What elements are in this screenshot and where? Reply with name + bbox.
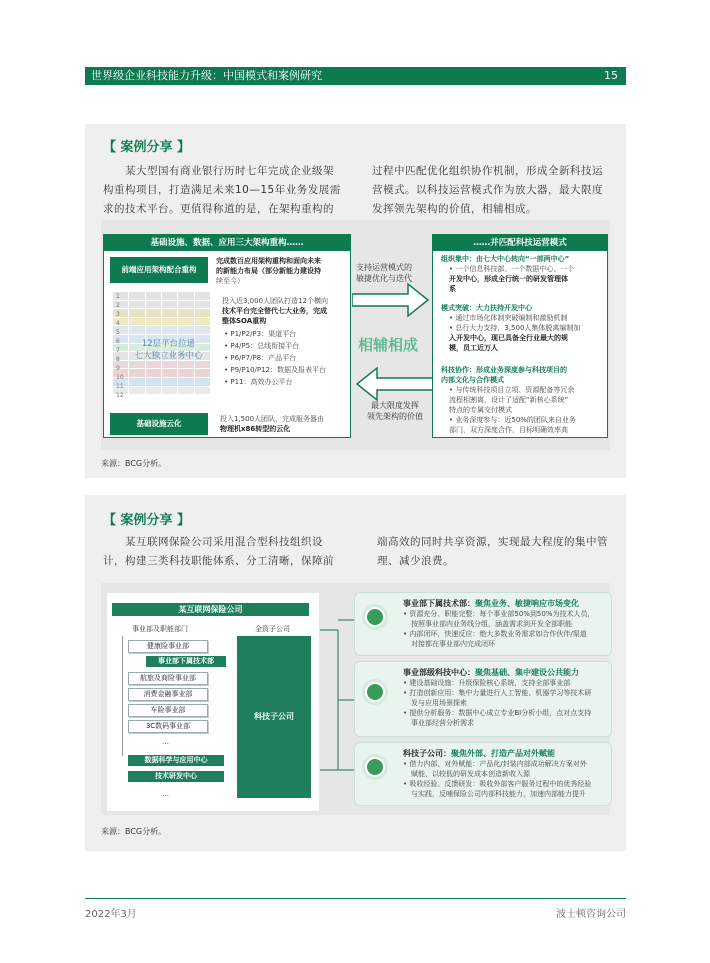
running-header: [85, 67, 626, 85]
org-unit-highlight: 数据科学与应用中心: [128, 755, 224, 766]
col-left-title: 事业部及职能部门: [132, 625, 188, 633]
org-unit-highlight: 事业部下属技术部: [146, 656, 226, 667]
case1-right-text: 过程中匹配优化组织协作机制，形成全新科技运 营模式。以科技运营模式作为放大器，最大限度 发挥领先架构的价值，相辅相成。: [372, 165, 603, 215]
label-infra-cloud: 基础设施云化: [110, 413, 208, 435]
tech-dept-head: 事业部下属技术部：聚焦业务、敏捷响应市场变化: [403, 599, 579, 608]
platform-item: • P9/P10/P12：数据及报表平台: [224, 366, 327, 374]
label-front-architecture: 前端应用架构配合重构: [110, 257, 208, 283]
org-title: 某互联网保险公司: [112, 603, 309, 616]
header-title: 世界级企业科技能力升级：中国模式和案例研究: [91, 69, 322, 82]
tech-center-card: 事业部级科技中心：聚焦基础、集中建设公共能力 • 建设基础设施：升级保险核心系统，支持全部事业部 • 打造创新应用：集中力量进行人工智能、机器学习等技术研 发与应用场景探索 • 提供分析服务：数据中心成立专业BI分析小组，点对点支持 事业部经营分析需求: [354, 661, 612, 737]
case2-left-text: 某互联网保险公司采用混合型科技组织设 计，构建三类科技职能体系、分工清晰，保障前: [103, 536, 334, 567]
front-architecture-text: 完成数百应用架构重构和面向未来 的新能力布局（部分新能力建设持 续至今）: [216, 257, 321, 285]
org-unit: 消费金融事业部: [128, 688, 208, 701]
subsidiary-card: 科技子公司：聚焦外部、打造产品对外赋能 • 借力内部、对外赋能：产品化/封装内部成功解决方案对外 赋能，以较低的研发成本创造新收入源 • 吸收经验、反馈研发：吸收外部客户服务过程中的优秀经验 与实践，反哺保险公司内部科技能力，加速内部能力提升: [354, 742, 612, 806]
footer-company: 波士顿咨询公司: [556, 909, 626, 920]
operating-model-box-title: ……并匹配科技运营模式: [433, 235, 607, 251]
platform-item: • P4/P5：总线衔接平台: [224, 342, 300, 350]
footer-rule: [85, 898, 626, 899]
op-item-3: 科技协作：形成业务深度参与科技项目的 内部文化与合作模式 • 与传统科技项目立项、资源配备等冗余 流程相割离，设计了适配“新核心系统” 特点的专属交付模式 • 业务深度参与：近50%的团队来自业务 部门，双方深度合作，目标明确效率高: [441, 366, 576, 434]
case1-left-text: 某大型国有商业银行历时七年完成企业级架 构重构项目，打造满足未来10—15年业务发展需 求的技术平台。更值得称道的是，在架构重构的: [103, 165, 341, 215]
gears-icon: [365, 757, 385, 777]
org-unit-highlight: 技术研发中心: [128, 771, 224, 782]
org-line: [122, 636, 123, 756]
tech-center-head: 事业部级科技中心：聚焦基础、集中建设公共能力: [403, 668, 579, 677]
footer-date: 2022年3月: [85, 909, 137, 920]
connector-lines: [318, 600, 358, 800]
case2-right-text: 端高效的同时共享资源，实现最大程度的集中管 理、减少浪费。: [377, 536, 608, 567]
col-right-title: 全资子公司: [255, 625, 290, 633]
subsidiary-box: 科技子公司: [237, 636, 311, 798]
case1-source: 来源：BCG分析。: [101, 459, 167, 468]
op-item-2: 模式突破：大力扶持开发中心 • 通过市场化体制突破编制和激励机制 • 总行大力支持，3,500人集体脱离编制加 入开发中心，现已具备全行业最大的规 模，员工近万人: [441, 304, 581, 352]
platform-item: • P6/P7/P8：产品平台: [224, 354, 297, 362]
op-item-1: 组织集中：由七大中心转向“一部两中心” • 一个信息科技部、一个数据中心、一个 开发中心，形成全行统一的研发管理体 系: [441, 255, 575, 293]
team-text: 投入近3,000人团队打造12个横向 技术平台完全替代七大业务，完成 整体SOA重构: [222, 297, 328, 325]
platform-list: [224, 328, 352, 388]
case2-source: 来源：BCG分析。: [101, 827, 167, 836]
flag-icon: [365, 607, 385, 627]
tech-dept-card: 事业部下属技术部：聚焦业务、敏捷响应市场变化 • 资源充分、职能完整：每个事业部50%到50%为技术人员， 按照事业部内业务线分组，涵盖需求到开发全部职能 • 内部闭环，快速反应：绝大多数业务需求如合作伙伴/渠道 对接都在事业部内完成闭环: [354, 592, 612, 656]
infra-text: 投入1,500人团队，完成服务器由 物理机x86转型的云化: [220, 415, 325, 433]
org-unit: 健康险事业部: [128, 640, 208, 653]
case1-title: 【 案例分享 】: [103, 140, 191, 155]
org-unit: 航旅及商险事业部: [128, 672, 208, 685]
mid-bottom-text: 最大限度发挥 领先架构的价值: [367, 401, 423, 421]
platform-item: • P1/P2/P3：渠道平台: [224, 330, 297, 338]
page-number: 15: [604, 69, 618, 82]
mid-center-text: 相辅相成: [358, 336, 419, 354]
case2-title: 【 案例分享 】: [103, 513, 191, 528]
arrow-right-icon: [352, 282, 430, 318]
arrow-left-icon: [355, 366, 433, 402]
platform-item: • P11：高效办公平台: [224, 378, 293, 386]
architecture-box-title: 基础设施、数据、应用三大架构重构……: [104, 235, 350, 251]
mid-top-text: 支持运营模式的 敏捷优化与迭代: [356, 263, 412, 283]
grid-caption: 12层平台拉通 七大独立业务中心: [134, 339, 203, 361]
org-ellipsis: …: [162, 738, 169, 746]
org-unit: 3C数码事业部: [128, 720, 208, 733]
org-unit: 车险事业部: [128, 704, 208, 717]
org-ellipsis: …: [162, 790, 169, 798]
people-icon: [365, 682, 385, 702]
subsidiary-head: 科技子公司：聚焦外部、打造产品对外赋能: [403, 749, 555, 758]
